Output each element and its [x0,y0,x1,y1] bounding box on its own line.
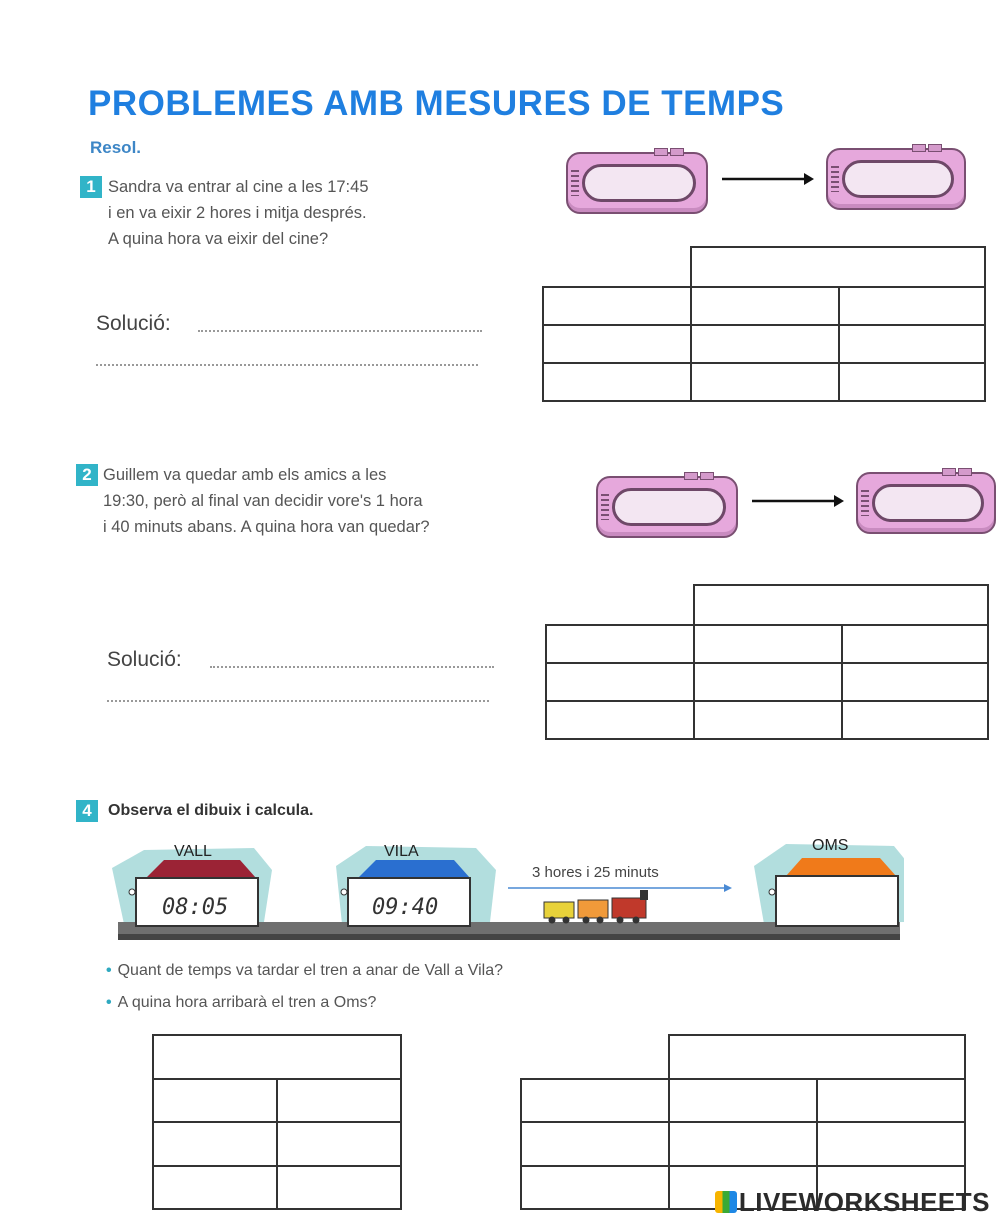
solution-answer-line[interactable] [96,364,478,366]
problem-number-badge: 1 [80,176,102,198]
table-cell[interactable] [546,701,694,739]
table-cell[interactable] [817,1079,965,1122]
table-cell[interactable] [543,287,691,325]
problem-text-line: Guillem va quedar amb els amics a les [103,466,387,484]
bullet-icon: • [106,994,112,1011]
table-cell[interactable] [277,1079,401,1122]
station-clock-time: 08:05 [162,895,229,920]
table-cell[interactable] [521,1166,669,1209]
table-cell[interactable] [817,1122,965,1165]
station-name: VALL [174,843,212,860]
problem-number-badge: 2 [76,464,98,486]
problem-1-text [108,174,369,252]
page-title: PROBLEMES AMB MESURES DE TEMPS [88,84,785,123]
table-cell[interactable] [669,1079,817,1122]
calculation-table [152,1034,402,1210]
table-cell[interactable] [839,363,985,401]
problem-text-line: Sandra va entrar al cine a les 17:45 [108,178,369,196]
table-cell[interactable] [691,287,839,325]
table-cell[interactable] [839,287,985,325]
table-cell[interactable] [543,325,691,363]
liveworksheets-logo-icon [715,1191,737,1213]
problem-number-badge: 4 [76,800,98,822]
instruction-subtitle: Resol. [90,138,142,157]
table-cell[interactable] [842,701,988,739]
calculation-table [520,1034,966,1210]
table-cell[interactable] [842,663,988,701]
table-cell[interactable] [839,325,985,363]
station-name: VILA [384,843,419,860]
arrow-right-icon [750,492,846,510]
problem-2-text [103,462,430,540]
table-cell[interactable] [521,1122,669,1165]
clock-screen[interactable] [842,160,954,198]
digital-clock-start [566,152,708,214]
table-cell[interactable] [691,363,839,401]
clock-screen[interactable] [582,164,696,202]
problem-text-line: i en va eixir 2 hores i mitja després. [108,204,367,222]
table-cell[interactable] [694,663,842,701]
table-cell[interactable] [842,625,988,663]
table-cell[interactable] [546,663,694,701]
footer-brand: LIVEWORKSHEETS [715,1187,990,1218]
train-stations-illustration [104,830,904,954]
solution-answer-line[interactable] [210,666,494,668]
table-cell[interactable] [546,625,694,663]
solution-answer-line[interactable] [198,330,482,332]
question-item: • A quina hora arribarà el tren a Oms? [106,994,377,1011]
table-cell[interactable] [153,1122,277,1165]
digital-clock-start [596,476,738,538]
table-cell[interactable] [521,1079,669,1122]
arrow-right-icon [720,170,816,188]
table-cell[interactable] [153,1166,277,1209]
table-cell[interactable] [694,585,988,625]
table-cell[interactable] [669,1035,965,1079]
solution-label: Solució: [96,312,171,335]
clock-screen[interactable] [612,488,726,526]
table-cell[interactable] [153,1035,401,1079]
digital-clock-end [826,148,966,210]
solution-answer-line[interactable] [107,700,489,702]
problem-4-heading: Observa el dibuix i calcula. [108,802,314,819]
table-cell[interactable] [691,325,839,363]
problem-text-line: 19:30, però al final van decidir vore's 1 hora [103,492,423,510]
question-item: • Quant de temps va tardar el tren a anar de Vall a Vila? [106,962,504,979]
table-cell[interactable] [694,625,842,663]
station-name: OMS [812,837,849,854]
table-cell[interactable] [153,1079,277,1122]
solution-label: Solució: [107,648,182,671]
bullet-icon: • [106,962,112,979]
problem-text-line: i 40 minuts abans. A quina hora van quedar? [103,518,430,536]
table-cell[interactable] [277,1122,401,1165]
table-cell[interactable] [543,363,691,401]
travel-duration-label: 3 hores i 25 minuts [532,864,659,881]
digital-clock-end [856,472,996,534]
station-clock-time: 09:40 [372,895,439,920]
table-cell[interactable] [277,1166,401,1209]
clock-screen[interactable] [872,484,984,522]
problem-text-line: A quina hora va eixir del cine? [108,230,329,248]
calculation-table [545,584,989,740]
calculation-table [542,246,986,402]
table-cell[interactable] [669,1122,817,1165]
table-cell[interactable] [694,701,842,739]
table-cell[interactable] [691,247,985,287]
